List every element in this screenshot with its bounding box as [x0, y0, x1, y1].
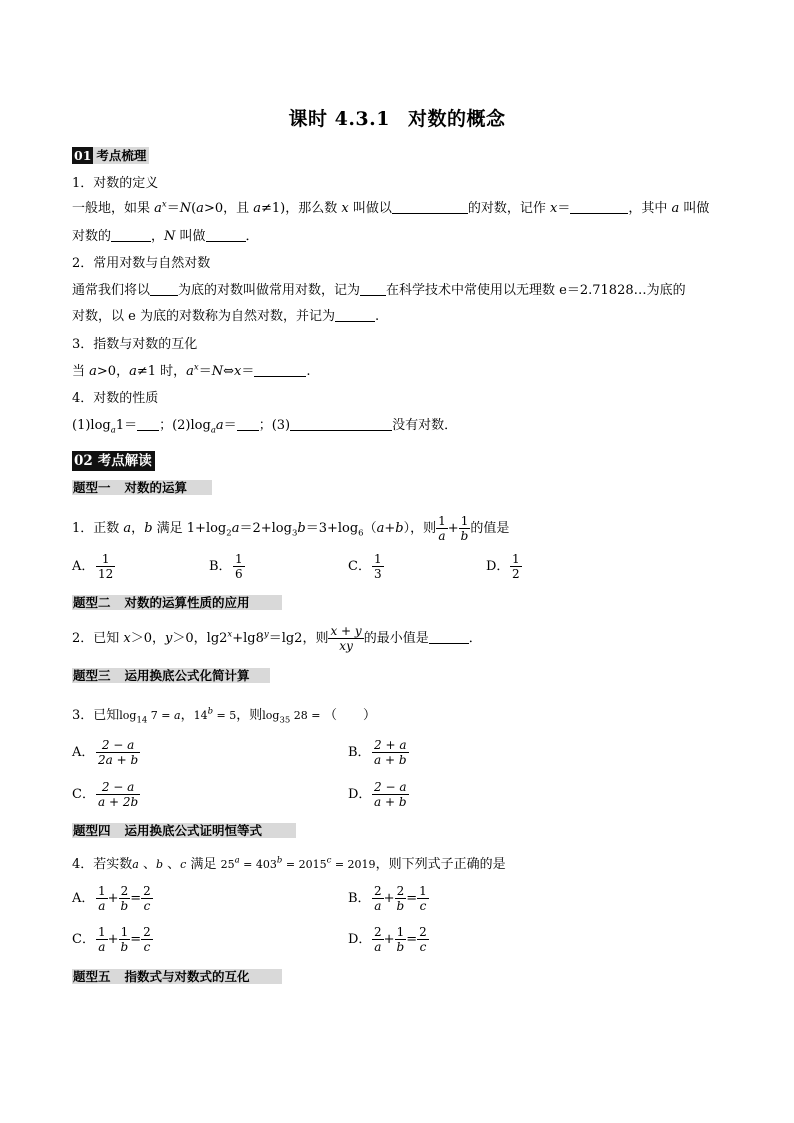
properties-line: $(1)\log_a1=$ ；$(2)\log_aa=$ ；(3) 没有对数．: [72, 418, 458, 436]
q1-option-c[interactable]: C． $\frac{1}{3}$: [348, 552, 382, 581]
question-2-stem: 2．已知 x＞0，y＞0，$\lg 2^x+\lg 8^y=\lg 2$，则 $\frac{x + y}{xy}$ 的最小值是 ．: [72, 624, 482, 653]
blank-log-notation[interactable]: [570, 201, 628, 214]
type-bar-1: 题型一 对数的运算: [72, 480, 212, 495]
title-main: 对数的概念: [408, 108, 506, 130]
section-badge-2: [72, 449, 155, 469]
section-badge-1: [72, 146, 149, 164]
heading-definition: 1．对数的定义: [72, 176, 159, 191]
q3-option-a[interactable]: A． $\frac{2 - a}{2a + b}$: [72, 738, 139, 767]
heading-properties: 4．对数的性质: [72, 391, 159, 406]
conversion-line: 当 a>0，a≠1 时，$a^x=N\Leftrightarrow x=$ .: [72, 362, 311, 379]
q4-option-a[interactable]: A． $\frac{1}{a}$ + $\frac{2}{b}$ = $\frac{2}{c}$: [72, 884, 151, 913]
common-log-line-1: 通常我们将以 为底的对数叫做常用对数，记为 在科学技术中常使用以无理数 e＝2.71828…为底的: [72, 283, 686, 298]
q1-option-a[interactable]: A． $\frac{1}{12}$: [72, 552, 114, 581]
type-bar-2: 题型二 对数的运算性质的应用: [72, 595, 282, 610]
fraction: $\frac{1}{a}$: [438, 514, 446, 543]
blank-prop-2[interactable]: [237, 418, 259, 431]
definition-line-1: 一般地，如果 $a^x=N(a>0$，且 a≠1)，那么数 x 叫做以 的对数，记作 x＝ ，其中 a 叫做: [72, 199, 710, 216]
q1-option-d[interactable]: D． $\frac{1}{2}$: [486, 552, 520, 581]
definition-line-2: 对数的 ，N 叫做 ．: [72, 229, 259, 244]
fraction: $\frac{1}{b}$: [460, 514, 469, 543]
q4-option-d[interactable]: D． $\frac{2}{a}$ + $\frac{1}{b}$ = $\frac{2}{c}$: [348, 925, 427, 954]
blank-common-base[interactable]: [150, 283, 178, 296]
common-log-line-2: 对数，以 e 为底的对数称为自然对数，并记为 .: [72, 309, 380, 324]
heading-common-log: 2．常用对数与自然对数: [72, 256, 211, 271]
blank-prop-3[interactable]: [290, 418, 392, 431]
q3-option-b[interactable]: B． $\frac{2 + a}{a + b}$: [348, 738, 407, 767]
q1-option-b[interactable]: B． $\frac{1}{6}$: [209, 552, 243, 581]
q4-option-b[interactable]: B． $\frac{2}{a}$ + $\frac{2}{b}$ = $\frac{1}{c}$: [348, 884, 427, 913]
section-label: 考点梳理: [93, 147, 149, 164]
question-1-stem: 1．正数 a，b 满足 $1+\log_2a=2+\log_3b=3+\log_6(a+b)$，则 $\frac{1}{a}$ + $\frac{1}{b}$ 的值是: [72, 514, 510, 543]
blank-base[interactable]: [392, 201, 468, 214]
question-4-stem: 4．若实数a 、b 、c 满足 $25^a = 403^b = 2015^c = 2019$，则下列式子正确的是: [72, 855, 506, 872]
q4-option-c[interactable]: C． $\frac{1}{a}$ + $\frac{1}{b}$ = $\frac{2}{c}$: [72, 925, 151, 954]
section-number: 01: [74, 148, 92, 163]
blank-base-name[interactable]: [111, 229, 151, 242]
q3-option-c[interactable]: C． $\frac{2 - a}{a + 2b}$: [72, 780, 139, 809]
title-prefix: 课时 4.3.1: [288, 108, 390, 130]
type-bar-4: 题型四 运用换底公式证明恒等式: [72, 823, 296, 838]
page-title: [0, 104, 794, 131]
blank-lg[interactable]: [360, 283, 386, 296]
section-label: 考点解读: [95, 451, 155, 471]
blank-ln[interactable]: [335, 309, 375, 322]
blank-prop-1[interactable]: [137, 418, 159, 431]
fraction: $\frac{x + y}{xy}$: [330, 624, 362, 653]
heading-conversion: 3．指数与对数的互化: [72, 337, 198, 352]
blank-conversion[interactable]: [254, 364, 306, 377]
type-bar-5: 题型五 指数式与对数式的互化: [72, 969, 282, 984]
type-bar-3: 题型三 运用换底公式化简计算: [72, 668, 270, 683]
section-number: 02: [74, 453, 93, 469]
question-3-stem: 3．已知$\log_{14} 7 = a$，$14^b = 5$，则$\log_{35} 28$ = （ ）: [72, 706, 377, 726]
q3-option-d[interactable]: D． $\frac{2 - a}{a + b}$: [348, 780, 407, 809]
blank-q2-answer[interactable]: [429, 631, 469, 644]
blank-antilog-name[interactable]: [206, 229, 246, 242]
